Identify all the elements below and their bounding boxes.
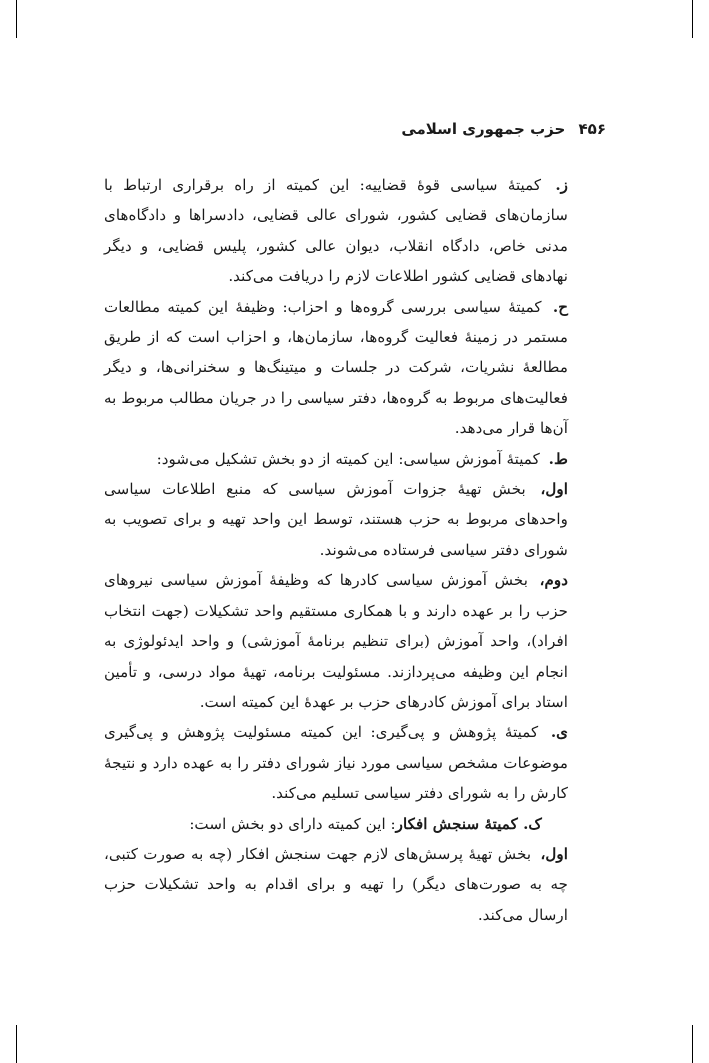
paragraph-z	[104, 170, 606, 292]
paragraph-text: بخش آموزش سیاسی کادرها که وظیفهٔ آموزش سیاسی نیروهای حزب را بر عهده دارند و با همکاری مستقیم واحد تشکیلات (جهت انتخاب افراد)، واحد آموزش (برای تنظیم برنامهٔ آموزشی) و واحد ایدئولوژی به انجام این وظیفه می‌پردازند. مسئولیت برنامه، تهیهٔ مواد درسی، و تأمین استاد برای آموزش کادرهای حزب بر عهدهٔ این کمیته است.	[104, 571, 568, 711]
paragraph-t	[104, 444, 606, 474]
paragraph-lead: دوم،	[539, 571, 568, 590]
page-number: ۴۵۶	[578, 120, 606, 138]
paragraph-k-first-section	[104, 839, 606, 930]
paragraph-lead: ی.	[550, 723, 568, 742]
paragraph-lead: ط.	[548, 449, 568, 468]
paragraph-text: کمیتهٔ آموزش سیاسی: این کمیته از دو بخش تشکیل می‌شود:	[156, 449, 540, 468]
paragraph-text: بخش تهیهٔ پرسش‌های لازم جهت سنجش افکار (چه به صورت کتبی، چه به صورت‌های دیگر) را تهیه و برای اقدام به واحد تشکیلات حزب ارسال می‌کند.	[104, 844, 568, 924]
running-title: حزب جمهوری اسلامی	[401, 120, 566, 138]
paragraph-lead: ک. کمیتهٔ سنجش افکار	[395, 814, 542, 833]
paragraph-k	[104, 809, 606, 839]
paragraph-text: کمیتهٔ سیاسی قوهٔ قضاییه: این کمیته از راه برقراری ارتباط با سازمان‌های قضایی کشور، شورای عالی قضایی، دادسراها و دادگاه‌های مدنی خاص، دادگاه انقلاب، دیوان عالی کشور، پلیس قضایی، و دیگر نهادهای قضایی کشور اطلاعات لازم را دریافت می‌کند.	[104, 176, 568, 286]
paragraph-second-section	[104, 565, 606, 717]
paragraph-h	[104, 292, 606, 444]
paragraph-text: : این کمیته دارای دو بخش است:	[189, 814, 396, 833]
page-header	[104, 118, 606, 140]
paragraph-lead: اول،	[540, 480, 568, 499]
crop-mark-top-left-vertical	[16, 0, 17, 38]
paragraph-text: کمیتهٔ سیاسی بررسی گروه‌ها و احزاب: وظیفهٔ این کمیته مطالعات مستمر در زمینهٔ فعالیت گروه‌ها، سازمان‌ها، و احزاب است که از طریق مطالعهٔ نشریات، شرکت در جلسات و میتینگ‌ها و سخنرانی‌ها، و دیگر فعالیت‌های مربوط به گروه‌ها، دفتر سیاسی را در جریان مطالب مربوط به آن‌ها قرار می‌دهد.	[104, 297, 568, 438]
crop-mark-bottom-right-vertical	[692, 1025, 693, 1063]
paragraph-lead: ز.	[555, 176, 568, 194]
paragraph-first-section	[104, 474, 606, 565]
paragraph-y	[104, 717, 606, 808]
crop-mark-top-right-vertical	[692, 0, 693, 38]
paragraph-lead: اول،	[540, 844, 568, 863]
crop-mark-bottom-left-vertical	[16, 1025, 17, 1063]
paragraph-text: کمیتهٔ پژوهش و پی‌گیری: این کمیته مسئولیت پژوهش و پی‌گیری موضوعات مشخص سیاسی مورد نیاز شورای دفتر را به عهده دارد و نتیجهٔ کارش را به شورای دفتر سیاسی تسلیم می‌کند.	[104, 723, 568, 803]
paragraph-lead: ح.	[552, 297, 569, 316]
book-page	[104, 118, 606, 930]
paragraph-text: بخش تهیهٔ جزوات آموزش سیاسی که منبع اطلاعات سیاسی واحدهای مربوط به حزب هستند، توسط این واحد تهیه و برای تصویب به شورای دفتر سیاسی فرستاده می‌شوند.	[104, 480, 568, 559]
